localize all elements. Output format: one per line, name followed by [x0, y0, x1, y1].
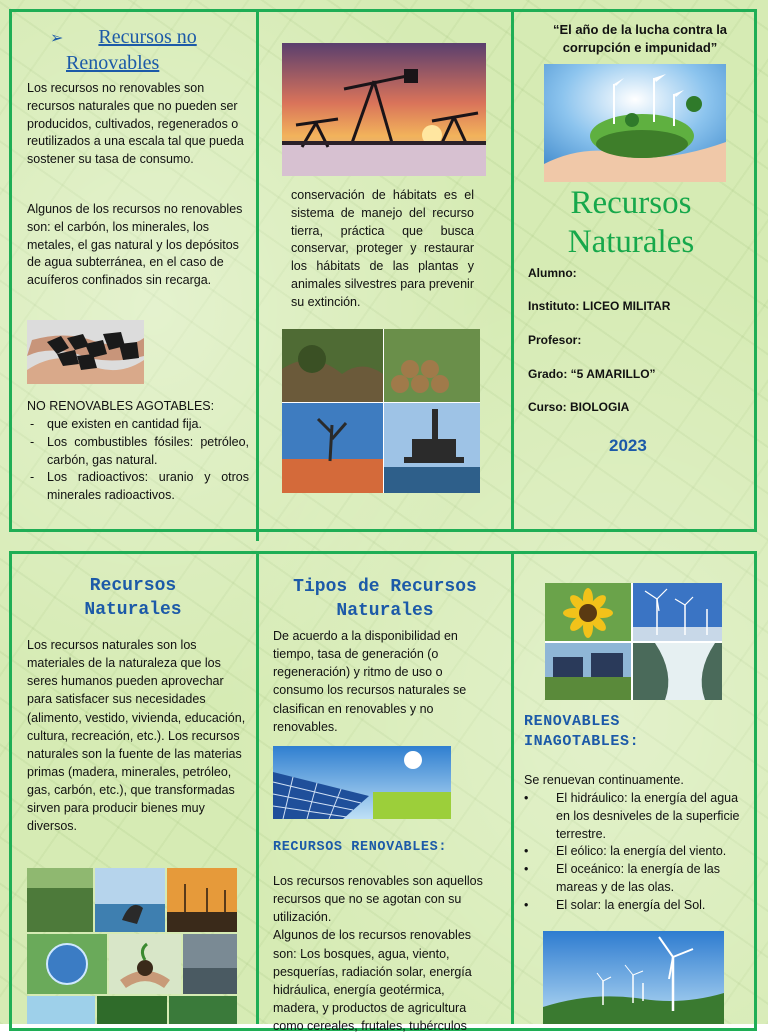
renewable-energy-collage-photo — [545, 583, 722, 700]
course-field: Curso: BIOLOGIA — [528, 400, 630, 414]
nonrenewable-para1: Los recursos no renovables son recursos naturales que no pueden ser producidos, cultivados, regenerados o reutilizados a una escala tal que pueda sostener su tasa de consumo. — [27, 81, 244, 166]
inagotables-list — [524, 790, 742, 914]
agotables-list — [27, 416, 249, 505]
renewables-examples: Algunos de los recursos renovables son: Los bosques, agua, viento, pesquerías, radiación solar, energía hidráulica, energía geotérmica, madera, y productos de agricultura como cereales, frutales, tubérculos — [273, 928, 472, 1033]
natural-resources-para: Los recursos naturales son los materiales de la naturaleza que los seres humanos pueden aprovechar para satisfacer sus necesidades (alimento, vestido, vivienda, educación, cultura, recreación, etc.). Los recursos naturales son la fuente de las materias primas (madera, minerales, petróleo, gas, carbón, etc.), que transformadas sirven para producir bienes muy diversos. — [27, 638, 246, 834]
divider — [511, 551, 514, 1024]
arrow-bullet-icon: ➢ — [50, 30, 64, 47]
inagotables-intro: Se renuevan continuamente. — [524, 773, 684, 787]
renewables-subheading: RECURSOS RENOVABLES: — [273, 840, 448, 855]
teacher-field: Profesor: — [528, 333, 582, 347]
environment-collage-photo — [282, 329, 480, 493]
title-line: Recursos — [570, 185, 692, 221]
list-item: • El eólico: la energía del viento. — [556, 843, 742, 861]
heading-line: Naturales — [84, 600, 182, 621]
renewables-para — [273, 872, 485, 1035]
types-para: De acuerdo a la disponibilidad en tiempo, tasa de generación (o regeneración) y ritmo de uso o consumo los recursos naturales se clasifican en renovables y no renovables. — [273, 629, 467, 734]
agotables-title: NO RENOVABLES AGOTABLES: — [27, 399, 215, 413]
inagotables-heading — [524, 712, 744, 753]
quote-text: “El año de la lucha contra la corrupción e impunidad” — [552, 22, 728, 56]
earth-in-hand-photo — [544, 64, 726, 182]
divider — [256, 551, 259, 1024]
solar-panels-photo — [273, 746, 451, 819]
heading-line: Naturales — [336, 601, 434, 622]
heading-line: RENOVABLES — [524, 713, 621, 730]
list-item: • El hidráulico: la energía del agua en los desniveles de la superficie terrestre. — [556, 790, 742, 843]
divider — [256, 9, 259, 541]
list-item: - Los radioactivos: uranio y otros minerales radioactivos. — [47, 469, 249, 505]
nonrenewable-heading — [28, 24, 248, 76]
types-heading — [264, 575, 506, 624]
title-line: Naturales — [567, 223, 695, 260]
year-text: 2023 — [609, 436, 647, 455]
wind-turbines-photo — [543, 931, 724, 1024]
conservation-para: conservación de hábitats es el sistema de manejo del recurso tierra, práctica que busca conservar, proteger y restaurar los hábitats de las plantas y animales silvestres para prevenir su extinción. — [291, 188, 474, 309]
heading-line: INAGOTABLES: — [524, 733, 640, 751]
institute-field: Instituto: LICEO MILITAR — [528, 299, 671, 313]
list-item: - que existen en cantidad fija. — [47, 416, 249, 434]
heading-line: Recursos — [89, 576, 177, 596]
natural-resources-heading — [20, 574, 246, 623]
nature-collage-photo — [27, 868, 237, 1024]
list-item: • El solar: la energía del Sol. — [556, 897, 742, 915]
grade-field: Grado: “5 AMARILLO” — [528, 367, 656, 381]
coal-in-hands-photo — [27, 320, 144, 384]
nonrenewable-para2: Algunos de los recursos no renovables son: el carbón, los minerales, los metales, el gas natural y los depósitos de agua subterránea, en el caso de acuíferos confinados sin recarga. — [27, 202, 243, 287]
student-field: Alumno: — [528, 266, 577, 280]
heading-line: Renovables — [66, 52, 160, 74]
list-item: • El oceánico: la energía de las mareas y de las olas. — [556, 861, 742, 897]
heading-line: Recursos no — [98, 26, 197, 48]
list-item: - Los combustibles fósiles: petróleo, carbón, gas natural. — [47, 434, 249, 470]
heading-line: Tipos de Recursos — [293, 577, 477, 597]
renewables-definition: Los recursos renovables son aquellos recursos que no se agotan con su utilización. — [273, 874, 483, 925]
oil-pump-sunset-photo — [282, 43, 486, 176]
divider — [511, 9, 514, 532]
cover-title — [516, 184, 746, 262]
